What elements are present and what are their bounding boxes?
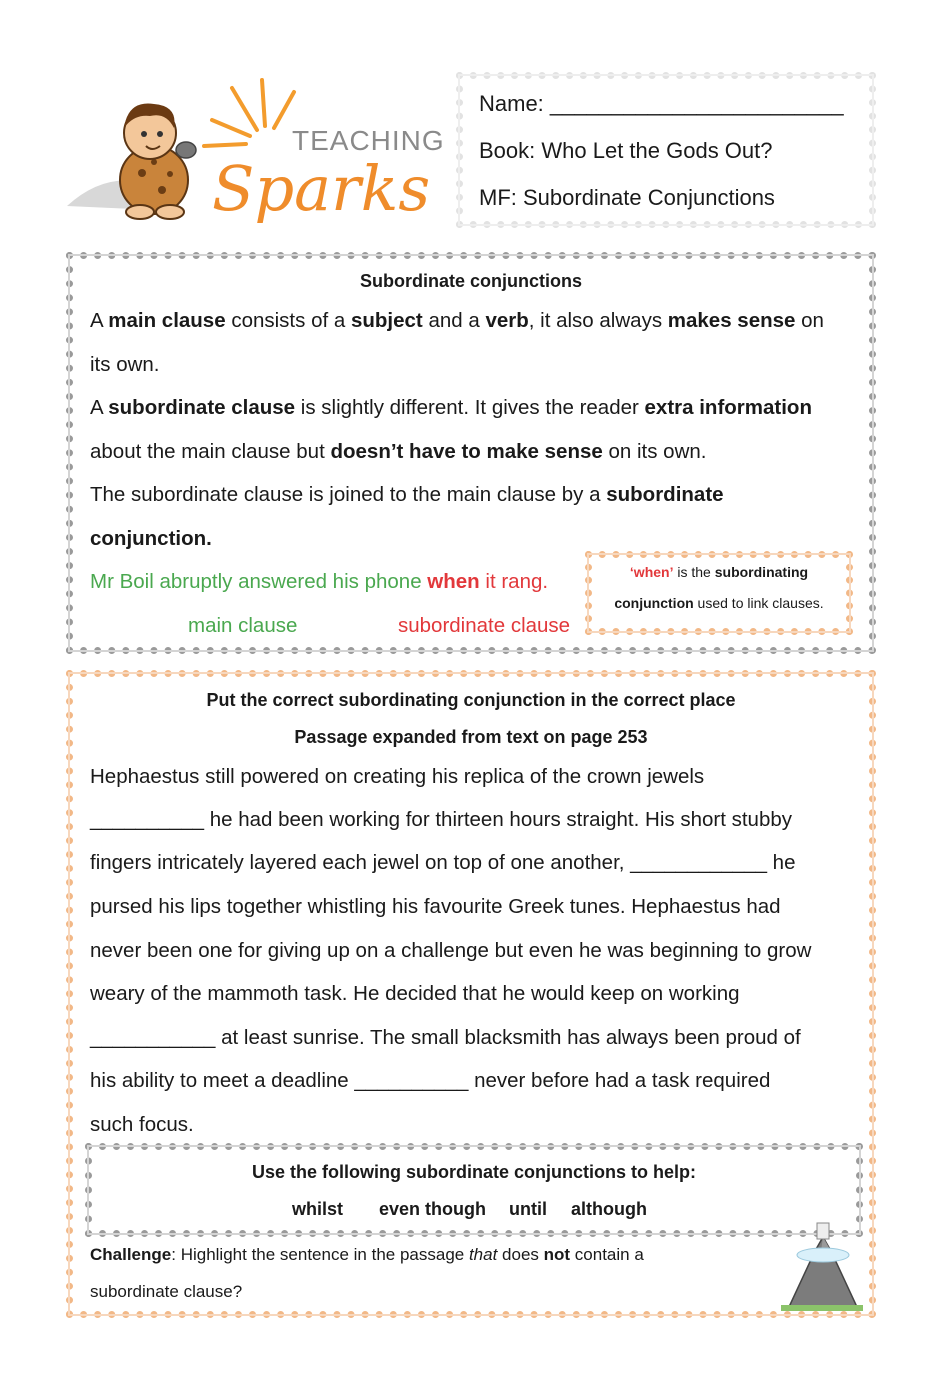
passage-line: such focus. <box>90 1113 194 1136</box>
explainer-line-3: A subordinate clause is slightly different. It gives the reader extra information <box>90 396 812 419</box>
mount-olympus-icon <box>779 1217 865 1313</box>
subordinate-conjunctions-explainer <box>66 252 876 654</box>
explainer-line-4: about the main clause but doesn’t have to make sense on its own. <box>90 440 707 463</box>
word-bank-item: whilst <box>292 1199 344 1219</box>
example-conjunction: when <box>427 570 480 593</box>
section-title: Subordinate conjunctions <box>359 271 582 291</box>
logo-text-teaching: TEACHING <box>292 125 442 156</box>
name-line <box>479 91 844 117</box>
passage-line: Hephaestus still powered on creating his replica of the crown jewels <box>90 765 705 788</box>
passage-line: ___________ at least sunrise. The small blacksmith has always been proud of <box>90 1026 801 1049</box>
caveman-icon <box>62 78 442 228</box>
book-line: Book: Who Let the Gods Out? <box>479 138 773 163</box>
subordinate-clause-label: subordinate clause <box>398 614 571 637</box>
challenge-line-1: Challenge: Highlight the sentence in the passage that does not contain a <box>90 1245 644 1264</box>
logo-text-sparks: Sparks <box>212 152 431 225</box>
passage-line: weary of the mammoth task. He decided that he would keep on working <box>90 982 740 1005</box>
explainer-line-5: The subordinate clause is joined to the main clause by a subordinate <box>90 483 724 506</box>
mf-line: MF: Subordinate Conjunctions <box>479 185 775 210</box>
explainer-line-2: its own. <box>90 353 160 376</box>
name-blank: ________________________ <box>549 91 844 116</box>
exercise-title: Put the correct subordinating conjunction in the correct place <box>206 690 736 710</box>
word-bank-item: although <box>571 1199 647 1219</box>
example-main-clause: Mr Boil abruptly answered his phone <box>90 570 428 593</box>
word-bank-item: even though <box>379 1199 486 1219</box>
name-label: Name: <box>479 91 544 116</box>
note-line-2: conjunction used to link clauses. <box>614 595 824 611</box>
note-line-1: ‘when’ is the subordinating <box>629 564 809 580</box>
passage-line: never been one for giving up on a challenge but even he was beginning to grow <box>90 939 812 962</box>
passage-line: pursed his lips together whistling his favourite Greek tunes. Hephaestus had <box>90 895 781 918</box>
challenge-line-2: subordinate clause? <box>90 1282 243 1301</box>
conjunction-exercise <box>66 670 876 1318</box>
word-bank-title: Use the following subordinate conjunctions to help: <box>252 1162 696 1182</box>
explainer-line-1: A main clause consists of a subject and a verb, it also always makes sense on <box>90 309 824 332</box>
passage-line: fingers intricately layered each jewel on top of one another, ____________ he <box>90 851 796 874</box>
conjunction-word-bank <box>85 1143 863 1237</box>
teaching-sparks-logo <box>62 78 442 228</box>
passage-line: __________ he had been working for thirteen hours straight. His short stubby <box>90 808 792 831</box>
passage-line: his ability to meet a deadline __________ never before had a task required <box>90 1069 771 1092</box>
conjunction-note-box <box>585 551 853 635</box>
example-sentence <box>90 570 548 594</box>
student-info-box <box>456 72 876 228</box>
main-clause-label: main clause <box>188 614 298 637</box>
example-subordinate-clause: it rang. <box>479 570 549 593</box>
exercise-subtitle: Passage expanded from text on page 253 <box>294 727 648 747</box>
explainer-line-6: conjunction. <box>90 527 212 550</box>
word-bank-item: until <box>509 1199 547 1219</box>
